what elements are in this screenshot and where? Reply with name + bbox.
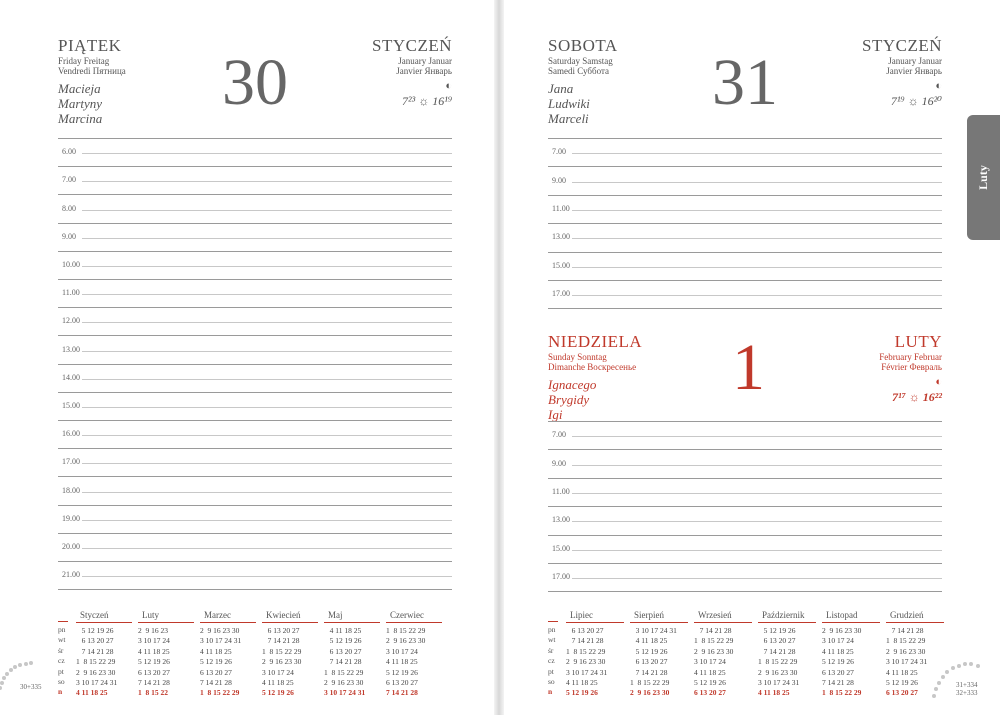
time-label: 11.00 [552,204,570,213]
mini-month-row: 6 13 20 27 [138,667,170,677]
mini-month-row: 7 14 21 28 [566,636,604,646]
time-line [58,589,452,590]
mini-month-row: 1 8 15 22 29 [262,646,302,656]
time-label: 15.00 [552,543,570,553]
time-label: 12.00 [62,316,80,326]
mini-month-sunday-row: 7 14 21 28 [386,688,418,698]
decorative-dot [0,681,4,685]
saints-list [548,377,596,422]
time-label: 15.00 [552,260,570,270]
decorative-dot [0,686,2,690]
mini-month [566,610,624,699]
mini-month-name: Styczeń [76,610,132,623]
time-label: 10.00 [62,259,80,269]
mini-month-row: 3 10 17 24 31 [758,678,800,688]
half-hour-line [572,436,942,437]
mini-month-row: 6 13 20 27 [262,626,300,635]
mini-month-row: 4 11 18 25 [324,626,362,635]
day-translation: Friday Freitag [58,56,110,66]
mini-month-row: 7 14 21 28 [758,646,796,656]
mini-month-row: 7 14 21 28 [200,678,232,688]
month-translation: January Januar [398,56,452,66]
mini-month-row: 2 9 16 23 [138,626,168,635]
mini-month-row: 5 12 19 26 [324,636,362,646]
saints-list [58,81,102,126]
saint-name: Marceli [548,111,589,126]
half-hour-line [82,351,452,352]
saints-list [548,81,590,126]
mini-month-sunday-row: 4 11 18 25 [76,688,108,698]
month-translation: Janvier Январь [886,66,942,76]
mini-month-sunday-row: 3 10 17 24 31 [324,688,366,698]
mini-month-row: 4 11 18 25 [566,678,598,688]
sunrise-sunset: 7²³ ☼ 16¹⁹ [402,94,452,108]
mini-month-row: 6 13 20 27 [758,636,796,646]
mini-month-name: Lipiec [566,610,624,623]
time-line [58,138,452,139]
weekday-abbr: śr [548,645,554,655]
time-line [58,392,452,393]
time-line [548,252,942,253]
mini-month [324,610,380,699]
mini-month-row: 1 8 15 22 29 [886,636,926,646]
decorative-dot [2,676,6,680]
time-line [58,194,452,195]
mini-month-row: 4 11 18 25 [886,667,918,677]
month-translation: Février Февраль [881,362,942,372]
mini-month-row: 4 11 18 25 [200,646,232,656]
mini-month-row: 5 12 19 26 [758,626,796,635]
mini-month-row: 2 9 16 23 30 [758,667,798,677]
time-label: 13.00 [62,344,80,354]
mini-month-row: 3 10 17 24 31 [566,667,608,677]
moon-phase-icon: ◐ [935,376,942,388]
mini-month-row: 1 8 15 22 29 [758,657,798,667]
decorative-dot [13,665,17,669]
time-line [58,307,452,308]
mini-month-name: Marzec [200,610,256,623]
weekday-abbr: wt [58,635,66,645]
sunrise-sunset: 7¹⁷ ☼ 16²² [892,390,942,404]
day-translation: Dimanche Воскресенье [548,362,637,372]
half-hour-line [82,266,452,267]
time-label: 9.00 [552,458,566,468]
mini-month-row: 2 9 16 23 30 [566,657,606,667]
month-translation: Janvier Январь [396,66,452,76]
weekday-column [548,625,556,698]
mini-month-sunday-row: 6 13 20 27 [694,688,726,698]
mini-month-row: 5 12 19 26 [138,657,170,667]
book-gutter [494,0,504,715]
day-name: SOBOTA [548,36,618,55]
mini-month-row: 5 12 19 26 [200,657,232,667]
month-name: LUTY [894,332,942,351]
time-label: 11.00 [62,288,80,298]
weekday-abbr: n [548,687,553,697]
mini-month-row: 7 14 21 28 [324,657,362,667]
time-line [58,223,452,224]
half-hour-line [572,153,942,154]
mini-month-row: 3 10 17 24 31 [200,636,242,646]
decorative-dot [941,675,945,679]
time-label: 9.00 [552,175,566,185]
time-line [58,448,452,449]
time-label: 9.00 [62,231,76,241]
mini-month-name: Październik [758,610,816,623]
mini-month-row: 4 11 18 25 [822,646,854,656]
weekday-abbr: pn [548,625,556,634]
half-hour-line [82,379,452,380]
mini-month [138,610,194,699]
decorative-dot [5,672,9,676]
mini-month-row: 3 10 17 24 [138,636,170,646]
page-number: 32+333 [956,689,978,697]
half-hour-line [572,550,942,551]
half-hour-line [82,153,452,154]
month-tab-label: Luty [976,165,990,190]
time-line [58,279,452,280]
weekday-column [58,625,66,698]
half-hour-line [572,182,942,183]
decorative-dot [963,662,967,666]
mini-month-sunday-row: 5 12 19 26 [566,688,598,698]
time-line [548,166,942,167]
accent-line [548,621,558,622]
time-label: 7.00 [62,175,76,185]
half-hour-line [572,267,942,268]
half-hour-line [82,548,452,549]
mini-month-row: 1 8 15 22 29 [324,667,364,677]
time-line [548,195,942,196]
half-hour-line [82,492,452,493]
mini-month-row: 7 14 21 28 [694,626,732,635]
month-translation: January Januar [888,56,942,66]
mini-month-row: 3 10 17 24 31 [886,657,928,667]
day-number: 31 [712,46,778,119]
time-label: 18.00 [62,485,80,495]
mini-month-name: Sierpień [630,610,688,623]
time-line [548,506,942,507]
time-line [548,563,942,564]
mini-month-row: 2 9 16 23 30 [886,646,926,656]
decorative-dot [945,670,949,674]
mini-month-row: 4 11 18 25 [138,646,170,656]
mini-month-row: 4 11 18 25 [262,678,294,688]
time-label: 6.00 [62,147,76,157]
half-hour-line [82,463,452,464]
saint-name: Igi [548,407,563,422]
weekday-abbr: pn [58,625,66,634]
time-label: 19.00 [62,513,80,523]
time-line [58,251,452,252]
time-label: 21.00 [62,570,80,580]
time-label: 13.00 [552,515,570,525]
decorative-dot [957,664,961,668]
mini-month-row: 2 9 16 23 30 [822,626,862,635]
time-line [58,420,452,421]
moon-phase-icon: ◐ [445,80,452,92]
time-line [548,308,942,309]
time-line [548,449,942,450]
time-line [548,535,942,536]
time-label: 17.00 [552,289,570,299]
time-line [58,561,452,562]
time-line [548,138,942,139]
half-hour-line [82,210,452,211]
weekday-abbr: so [58,677,65,687]
mini-month-sunday-row: 2 9 16 23 30 [630,688,670,698]
mini-month-name: Maj [324,610,380,623]
day-number: 1 [732,331,765,404]
mini-month-row: 2 9 16 23 30 [694,646,734,656]
saint-name: Ignacego [548,377,597,392]
mini-month-row: 3 10 17 24 [822,636,854,646]
weekday-abbr: so [548,677,555,687]
time-label: 7.00 [552,430,566,440]
mini-month-row: 6 13 20 27 [76,636,114,646]
decorative-dot [9,668,13,672]
half-hour-line [82,520,452,521]
mini-month-row: 3 10 17 24 [694,657,726,667]
mini-month-row: 5 12 19 26 [630,646,668,656]
half-hour-line [82,294,452,295]
mini-month-row: 3 10 17 24 [262,667,294,677]
time-label: 16.00 [62,429,80,439]
mini-month [200,610,256,699]
half-hour-line [82,576,452,577]
month-name: STYCZEŃ [862,36,942,55]
mini-month-row: 2 9 16 23 30 [200,626,240,635]
mini-month-row: 4 11 18 25 [386,657,418,667]
mini-month-row: 7 14 21 28 [138,678,170,688]
mini-month-sunday-row: 1 8 15 22 29 [822,688,862,698]
mini-month-row: 7 14 21 28 [822,678,854,688]
time-label: 11.00 [552,487,570,496]
saint-name: Macieja [58,81,101,96]
time-label: 8.00 [62,203,76,213]
weekday-abbr: pt [58,666,64,676]
time-line [58,166,452,167]
mini-month-row: 1 8 15 22 29 [76,657,116,667]
time-label: 13.00 [552,232,570,242]
mini-month-row: 4 11 18 25 [694,667,726,677]
weekday-abbr: pt [548,666,554,676]
mini-month-row: 2 9 16 23 30 [324,678,364,688]
saint-name: Marcina [58,111,103,126]
moon-phase-icon: ◐ [935,80,942,92]
mini-month [758,610,816,699]
saint-name: Brygidy [548,392,590,407]
mini-month-name: Luty [138,610,194,623]
mini-month-row: 6 13 20 27 [566,626,604,635]
mini-month-row: 6 13 20 27 [386,678,418,688]
mini-month [694,610,752,699]
mini-month-row: 3 10 17 24 [386,646,418,656]
mini-month-row: 6 13 20 27 [630,657,668,667]
half-hour-line [572,578,942,579]
time-line [548,421,942,422]
decorative-dot [976,664,980,668]
mini-month-row: 3 10 17 24 31 [76,678,118,688]
mini-month-sunday-row: 4 11 18 25 [758,688,790,698]
decorative-dot [937,681,941,685]
decorative-dot [969,662,973,666]
mini-month-row: 7 14 21 28 [262,636,300,646]
time-line [548,478,942,479]
mini-month-row: 1 8 15 22 29 [386,626,426,635]
mini-month-row: 7 14 21 28 [886,626,924,635]
half-hour-line [572,295,942,296]
mini-month-sunday-row: 1 8 15 22 [138,688,168,698]
page-number: 31+334 [956,681,978,689]
time-line [58,505,452,506]
half-hour-line [82,181,452,182]
accent-line [58,621,68,622]
half-hour-line [82,435,452,436]
mini-month [76,610,132,699]
half-hour-line [82,322,452,323]
decorative-dot [951,666,955,670]
mini-month-sunday-row: 1 8 15 22 29 [200,688,240,698]
mini-month-row: 4 11 18 25 [630,636,668,646]
time-line [548,280,942,281]
half-hour-line [572,493,942,494]
half-hour-line [82,407,452,408]
time-line [548,223,942,224]
day-translation: Saturday Samstag [548,56,613,66]
mini-month-row: 5 12 19 26 [694,678,726,688]
day-translation: Vendredi Пятница [58,66,126,76]
time-label: 15.00 [62,400,80,410]
decorative-dot [18,663,22,667]
mini-month-row: 5 12 19 26 [822,657,854,667]
mini-month-row: 6 13 20 27 [200,667,232,677]
mini-month-row: 1 8 15 22 29 [630,678,670,688]
weekday-abbr: cz [58,656,65,666]
half-hour-line [572,238,942,239]
time-label: 17.00 [552,572,570,582]
month-name: STYCZEŃ [372,36,452,55]
day-number: 30 [222,46,288,119]
saint-name: Jana [548,81,574,96]
mini-month-row: 1 8 15 22 29 [566,646,606,656]
day-translation: Samedi Суббота [548,66,609,76]
mini-month-name: Grudzień [886,610,944,623]
time-label: 14.00 [62,372,80,382]
time-label: 20.00 [62,541,80,551]
mini-month [262,610,318,699]
mini-month-row: 3 10 17 24 31 [630,626,677,635]
half-hour-line [82,238,452,239]
half-hour-line [572,465,942,466]
time-label: 7.00 [552,147,566,157]
mini-month [630,610,688,699]
mini-month-sunday-row: 6 13 20 27 [886,688,918,698]
decorative-dot [29,661,33,665]
day-translation: Sunday Sonntag [548,352,607,362]
time-line [548,591,942,592]
page-number: 30+335 [20,683,42,691]
mini-month [386,610,442,699]
weekday-abbr: cz [548,656,555,666]
month-translation: February Februar [879,352,942,362]
mini-month-row: 2 9 16 23 30 [76,667,116,677]
half-hour-line [572,521,942,522]
decorative-dot [24,662,28,666]
mini-month-name: Kwiecień [262,610,318,623]
saint-name: Ludwiki [548,96,590,111]
mini-month-row: 6 13 20 27 [822,667,854,677]
weekday-abbr: n [58,687,63,697]
weekday-abbr: śr [58,645,64,655]
weekday-abbr: wt [548,635,556,645]
mini-month-row: 2 9 16 23 30 [386,636,426,646]
day-name: PIĄTEK [58,36,122,55]
time-line [58,335,452,336]
mini-month-row: 7 14 21 28 [630,667,668,677]
mini-month-row: 2 9 16 23 30 [262,657,302,667]
sunrise-sunset: 7¹⁹ ☼ 16²⁰ [890,94,942,108]
mini-month-row: 5 12 19 26 [886,678,918,688]
mini-month-name: Czerwiec [386,610,442,623]
mini-month-row: 6 13 20 27 [324,646,362,656]
mini-month [886,610,944,699]
mini-month-name: Wrzesień [694,610,752,623]
mini-month-row: 1 8 15 22 29 [694,636,734,646]
mini-month-name: Listopad [822,610,880,623]
mini-month-row: 5 12 19 26 [386,667,418,677]
mini-month-row: 5 12 19 26 [76,626,114,635]
mini-month-sunday-row: 5 12 19 26 [262,688,294,698]
mini-month-row: 7 14 21 28 [76,646,114,656]
time-label: 17.00 [62,457,80,467]
half-hour-line [572,210,942,211]
month-tab[interactable] [967,115,1000,240]
mini-month [822,610,880,699]
time-line [58,533,452,534]
saint-name: Martyny [58,96,103,111]
time-line [58,476,452,477]
right-page [504,0,1000,715]
left-page [0,0,494,715]
time-line [58,364,452,365]
day-name: NIEDZIELA [548,332,643,351]
